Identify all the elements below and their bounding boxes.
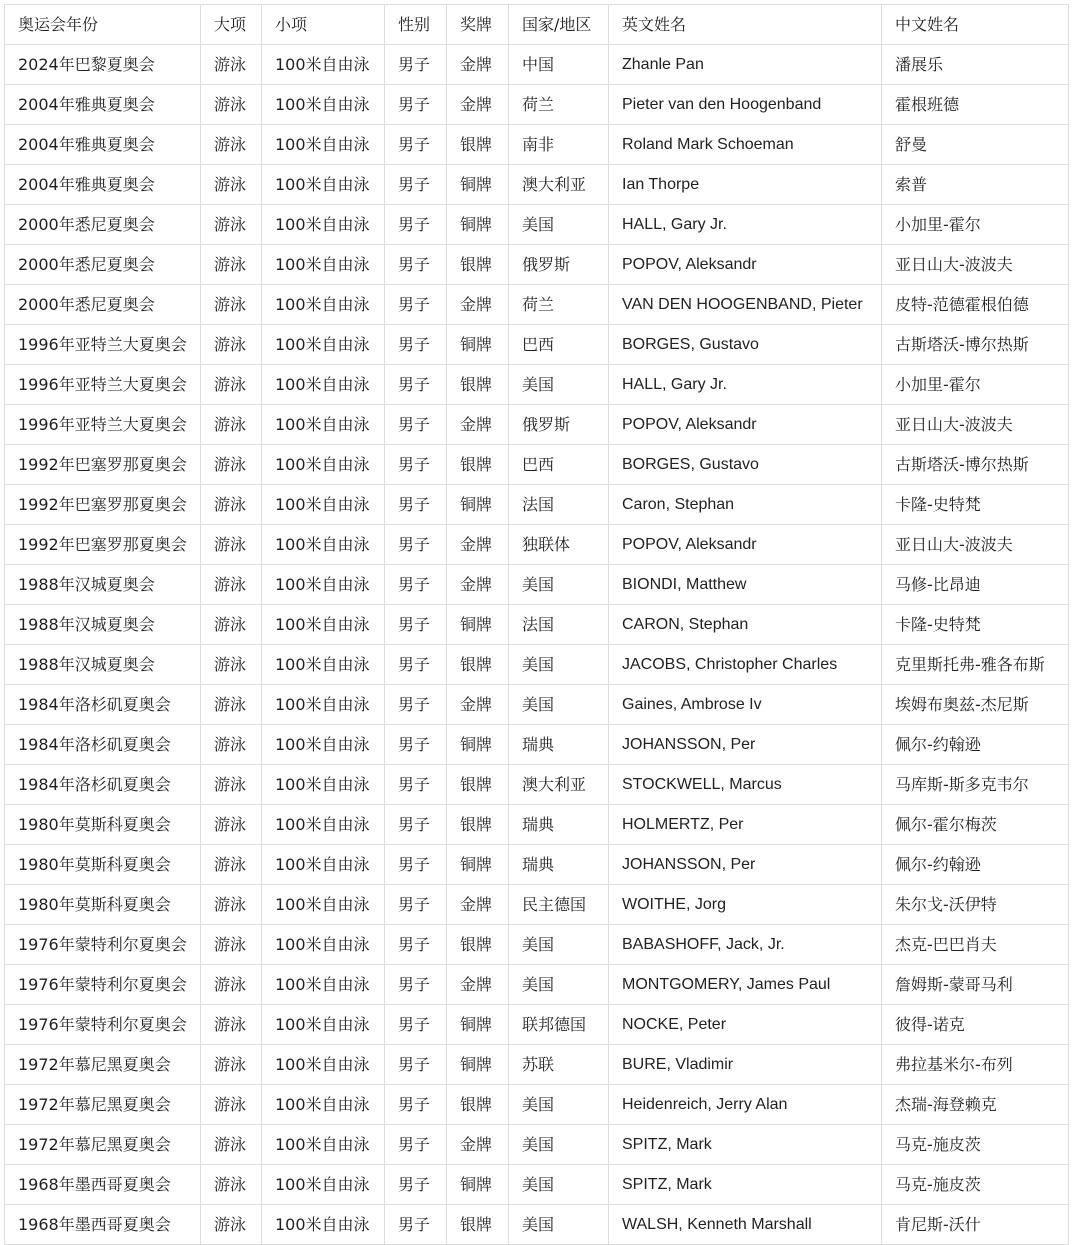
cell-english-name: HALL, Gary Jr. <box>609 365 882 405</box>
cell-year: 1996年亚特兰大夏奥会 <box>5 365 201 405</box>
cell-country: 瑞典 <box>509 805 609 845</box>
cell-chinese-name: 佩尔-霍尔梅茨 <box>882 805 1069 845</box>
cell-medal: 金牌 <box>447 965 509 1005</box>
cell-country: 美国 <box>509 645 609 685</box>
cell-year: 1976年蒙特利尔夏奥会 <box>5 925 201 965</box>
cell-sport: 游泳 <box>201 245 262 285</box>
col-medal-header: 奖牌 <box>447 5 509 45</box>
cell-sport: 游泳 <box>201 1125 262 1165</box>
cell-chinese-name: 小加里-霍尔 <box>882 205 1069 245</box>
cell-year: 1984年洛杉矶夏奥会 <box>5 685 201 725</box>
cell-chinese-name: 古斯塔沃-博尔热斯 <box>882 325 1069 365</box>
cell-year: 2000年悉尼夏奥会 <box>5 205 201 245</box>
col-event-header: 小项 <box>262 5 385 45</box>
cell-chinese-name: 佩尔-约翰逊 <box>882 845 1069 885</box>
cell-country: 民主德国 <box>509 885 609 925</box>
table-row <box>5 1125 1069 1165</box>
cell-english-name: BORGES, Gustavo <box>609 325 882 365</box>
cell-medal: 铜牌 <box>447 325 509 365</box>
cell-gender: 男子 <box>385 1045 447 1085</box>
cell-medal: 银牌 <box>447 765 509 805</box>
cell-year: 1984年洛杉矶夏奥会 <box>5 765 201 805</box>
cell-country: 澳大利亚 <box>509 165 609 205</box>
cell-year: 1996年亚特兰大夏奥会 <box>5 325 201 365</box>
table-row <box>5 405 1069 445</box>
cell-event: 100米自由泳 <box>262 965 385 1005</box>
cell-country: 美国 <box>509 1205 609 1245</box>
cell-sport: 游泳 <box>201 645 262 685</box>
cell-event: 100米自由泳 <box>262 605 385 645</box>
table-row <box>5 485 1069 525</box>
cell-event: 100米自由泳 <box>262 1085 385 1125</box>
cell-year: 1992年巴塞罗那夏奥会 <box>5 525 201 565</box>
cell-chinese-name: 古斯塔沃-博尔热斯 <box>882 445 1069 485</box>
cell-year: 2004年雅典夏奥会 <box>5 165 201 205</box>
cell-medal: 金牌 <box>447 285 509 325</box>
header-row <box>5 5 1069 45</box>
cell-year: 2024年巴黎夏奥会 <box>5 45 201 85</box>
cell-gender: 男子 <box>385 645 447 685</box>
cell-country: 美国 <box>509 1125 609 1165</box>
cell-year: 2004年雅典夏奥会 <box>5 125 201 165</box>
cell-english-name: POPOV, Aleksandr <box>609 245 882 285</box>
cell-sport: 游泳 <box>201 725 262 765</box>
cell-english-name: JACOBS, Christopher Charles <box>609 645 882 685</box>
cell-gender: 男子 <box>385 405 447 445</box>
cell-sport: 游泳 <box>201 925 262 965</box>
cell-sport: 游泳 <box>201 845 262 885</box>
cell-gender: 男子 <box>385 445 447 485</box>
table-row <box>5 925 1069 965</box>
cell-sport: 游泳 <box>201 445 262 485</box>
col-chinese-name-header: 中文姓名 <box>882 5 1069 45</box>
cell-chinese-name: 皮特-范德霍根伯德 <box>882 285 1069 325</box>
cell-event: 100米自由泳 <box>262 805 385 845</box>
cell-english-name: BABASHOFF, Jack, Jr. <box>609 925 882 965</box>
cell-sport: 游泳 <box>201 525 262 565</box>
cell-chinese-name: 卡隆-史特梵 <box>882 605 1069 645</box>
table-row <box>5 45 1069 85</box>
cell-chinese-name: 马克-施皮茨 <box>882 1125 1069 1165</box>
cell-year: 2000年悉尼夏奥会 <box>5 285 201 325</box>
cell-event: 100米自由泳 <box>262 485 385 525</box>
cell-english-name: SPITZ, Mark <box>609 1125 882 1165</box>
cell-english-name: STOCKWELL, Marcus <box>609 765 882 805</box>
cell-gender: 男子 <box>385 245 447 285</box>
cell-gender: 男子 <box>385 765 447 805</box>
cell-medal: 金牌 <box>447 565 509 605</box>
cell-event: 100米自由泳 <box>262 925 385 965</box>
cell-chinese-name: 埃姆布奥兹-杰尼斯 <box>882 685 1069 725</box>
cell-medal: 金牌 <box>447 1125 509 1165</box>
cell-year: 1972年慕尼黑夏奥会 <box>5 1085 201 1125</box>
cell-event: 100米自由泳 <box>262 125 385 165</box>
cell-country: 独联体 <box>509 525 609 565</box>
cell-sport: 游泳 <box>201 405 262 445</box>
cell-sport: 游泳 <box>201 1165 262 1205</box>
cell-gender: 男子 <box>385 485 447 525</box>
cell-chinese-name: 亚日山大-波波夫 <box>882 525 1069 565</box>
cell-event: 100米自由泳 <box>262 1005 385 1045</box>
table-row <box>5 85 1069 125</box>
cell-country: 美国 <box>509 565 609 605</box>
cell-gender: 男子 <box>385 925 447 965</box>
cell-country: 巴西 <box>509 445 609 485</box>
cell-event: 100米自由泳 <box>262 1165 385 1205</box>
cell-gender: 男子 <box>385 165 447 205</box>
table-row <box>5 845 1069 885</box>
cell-event: 100米自由泳 <box>262 245 385 285</box>
cell-country: 美国 <box>509 965 609 1005</box>
col-sport-header: 大项 <box>201 5 262 45</box>
cell-english-name: JOHANSSON, Per <box>609 845 882 885</box>
cell-event: 100米自由泳 <box>262 645 385 685</box>
cell-chinese-name: 佩尔-约翰逊 <box>882 725 1069 765</box>
cell-country: 法国 <box>509 485 609 525</box>
cell-country: 法国 <box>509 605 609 645</box>
cell-event: 100米自由泳 <box>262 285 385 325</box>
cell-gender: 男子 <box>385 845 447 885</box>
cell-country: 瑞典 <box>509 845 609 885</box>
cell-english-name: JOHANSSON, Per <box>609 725 882 765</box>
cell-event: 100米自由泳 <box>262 565 385 605</box>
table-row <box>5 1005 1069 1045</box>
cell-sport: 游泳 <box>201 1085 262 1125</box>
cell-sport: 游泳 <box>201 565 262 605</box>
cell-gender: 男子 <box>385 525 447 565</box>
cell-sport: 游泳 <box>201 1045 262 1085</box>
cell-medal: 铜牌 <box>447 845 509 885</box>
cell-english-name: Zhanle Pan <box>609 45 882 85</box>
cell-medal: 银牌 <box>447 245 509 285</box>
table-row <box>5 1085 1069 1125</box>
cell-medal: 金牌 <box>447 685 509 725</box>
cell-medal: 银牌 <box>447 1205 509 1245</box>
cell-chinese-name: 亚日山大-波波夫 <box>882 405 1069 445</box>
medal-table-container <box>4 4 1068 1245</box>
cell-sport: 游泳 <box>201 765 262 805</box>
cell-event: 100米自由泳 <box>262 845 385 885</box>
cell-sport: 游泳 <box>201 365 262 405</box>
cell-gender: 男子 <box>385 1205 447 1245</box>
cell-english-name: HOLMERTZ, Per <box>609 805 882 845</box>
cell-gender: 男子 <box>385 45 447 85</box>
cell-gender: 男子 <box>385 325 447 365</box>
table-row <box>5 965 1069 1005</box>
cell-country: 美国 <box>509 1165 609 1205</box>
cell-medal: 银牌 <box>447 1085 509 1125</box>
cell-gender: 男子 <box>385 1005 447 1045</box>
cell-gender: 男子 <box>385 85 447 125</box>
cell-medal: 金牌 <box>447 885 509 925</box>
cell-medal: 金牌 <box>447 45 509 85</box>
cell-event: 100米自由泳 <box>262 405 385 445</box>
cell-gender: 男子 <box>385 1125 447 1165</box>
cell-english-name: NOCKE, Peter <box>609 1005 882 1045</box>
cell-gender: 男子 <box>385 125 447 165</box>
cell-sport: 游泳 <box>201 165 262 205</box>
cell-country: 苏联 <box>509 1045 609 1085</box>
cell-event: 100米自由泳 <box>262 165 385 205</box>
cell-chinese-name: 杰瑞-海登赖克 <box>882 1085 1069 1125</box>
cell-english-name: Pieter van den Hoogenband <box>609 85 882 125</box>
cell-event: 100米自由泳 <box>262 525 385 565</box>
cell-country: 俄罗斯 <box>509 245 609 285</box>
col-year-header: 奥运会年份 <box>5 5 201 45</box>
cell-event: 100米自由泳 <box>262 1045 385 1085</box>
cell-year: 1992年巴塞罗那夏奥会 <box>5 445 201 485</box>
cell-medal: 金牌 <box>447 85 509 125</box>
cell-sport: 游泳 <box>201 1205 262 1245</box>
cell-event: 100米自由泳 <box>262 1125 385 1165</box>
cell-gender: 男子 <box>385 205 447 245</box>
cell-gender: 男子 <box>385 885 447 925</box>
cell-english-name: CARON, Stephan <box>609 605 882 645</box>
cell-english-name: WALSH, Kenneth Marshall <box>609 1205 882 1245</box>
cell-english-name: Ian Thorpe <box>609 165 882 205</box>
cell-english-name: Gaines, Ambrose Iv <box>609 685 882 725</box>
cell-country: 美国 <box>509 685 609 725</box>
table-row <box>5 645 1069 685</box>
cell-sport: 游泳 <box>201 325 262 365</box>
cell-sport: 游泳 <box>201 285 262 325</box>
cell-english-name: WOITHE, Jorg <box>609 885 882 925</box>
cell-gender: 男子 <box>385 685 447 725</box>
cell-gender: 男子 <box>385 285 447 325</box>
cell-event: 100米自由泳 <box>262 885 385 925</box>
table-body <box>5 45 1069 1245</box>
cell-country: 美国 <box>509 1085 609 1125</box>
cell-year: 1976年蒙特利尔夏奥会 <box>5 1005 201 1045</box>
cell-year: 2004年雅典夏奥会 <box>5 85 201 125</box>
cell-event: 100米自由泳 <box>262 445 385 485</box>
cell-event: 100米自由泳 <box>262 85 385 125</box>
table-row <box>5 245 1069 285</box>
cell-medal: 铜牌 <box>447 605 509 645</box>
cell-gender: 男子 <box>385 565 447 605</box>
cell-country: 美国 <box>509 365 609 405</box>
cell-year: 1968年墨西哥夏奥会 <box>5 1165 201 1205</box>
cell-country: 澳大利亚 <box>509 765 609 805</box>
cell-event: 100米自由泳 <box>262 45 385 85</box>
cell-english-name: POPOV, Aleksandr <box>609 525 882 565</box>
cell-event: 100米自由泳 <box>262 1205 385 1245</box>
cell-sport: 游泳 <box>201 885 262 925</box>
cell-chinese-name: 马库斯-斯多克韦尔 <box>882 765 1069 805</box>
table-row <box>5 325 1069 365</box>
cell-chinese-name: 肯尼斯-沃什 <box>882 1205 1069 1245</box>
cell-sport: 游泳 <box>201 685 262 725</box>
cell-medal: 银牌 <box>447 365 509 405</box>
cell-event: 100米自由泳 <box>262 765 385 805</box>
cell-sport: 游泳 <box>201 605 262 645</box>
table-row <box>5 725 1069 765</box>
cell-english-name: SPITZ, Mark <box>609 1165 882 1205</box>
cell-event: 100米自由泳 <box>262 685 385 725</box>
cell-medal: 铜牌 <box>447 1005 509 1045</box>
cell-year: 1992年巴塞罗那夏奥会 <box>5 485 201 525</box>
cell-chinese-name: 潘展乐 <box>882 45 1069 85</box>
cell-medal: 银牌 <box>447 445 509 485</box>
cell-chinese-name: 马克-施皮茨 <box>882 1165 1069 1205</box>
cell-sport: 游泳 <box>201 805 262 845</box>
cell-country: 瑞典 <box>509 725 609 765</box>
cell-year: 1984年洛杉矶夏奥会 <box>5 725 201 765</box>
cell-sport: 游泳 <box>201 45 262 85</box>
cell-sport: 游泳 <box>201 1005 262 1045</box>
table-row <box>5 565 1069 605</box>
cell-year: 1996年亚特兰大夏奥会 <box>5 405 201 445</box>
cell-event: 100米自由泳 <box>262 205 385 245</box>
cell-year: 1980年莫斯科夏奥会 <box>5 885 201 925</box>
cell-sport: 游泳 <box>201 965 262 1005</box>
cell-country: 荷兰 <box>509 285 609 325</box>
cell-gender: 男子 <box>385 725 447 765</box>
table-row <box>5 605 1069 645</box>
cell-medal: 金牌 <box>447 525 509 565</box>
table-row <box>5 805 1069 845</box>
cell-sport: 游泳 <box>201 205 262 245</box>
cell-country: 巴西 <box>509 325 609 365</box>
cell-english-name: HALL, Gary Jr. <box>609 205 882 245</box>
cell-event: 100米自由泳 <box>262 725 385 765</box>
cell-sport: 游泳 <box>201 85 262 125</box>
cell-event: 100米自由泳 <box>262 365 385 405</box>
cell-country: 中国 <box>509 45 609 85</box>
cell-year: 1980年莫斯科夏奥会 <box>5 805 201 845</box>
cell-english-name: POPOV, Aleksandr <box>609 405 882 445</box>
table-row <box>5 165 1069 205</box>
table-row <box>5 1045 1069 1085</box>
cell-year: 2000年悉尼夏奥会 <box>5 245 201 285</box>
table-row <box>5 525 1069 565</box>
table-row <box>5 685 1069 725</box>
cell-english-name: BORGES, Gustavo <box>609 445 882 485</box>
table-header <box>5 5 1069 45</box>
cell-gender: 男子 <box>385 805 447 845</box>
cell-medal: 银牌 <box>447 925 509 965</box>
cell-year: 1976年蒙特利尔夏奥会 <box>5 965 201 1005</box>
col-english-name-header: 英文姓名 <box>609 5 882 45</box>
table-row <box>5 365 1069 405</box>
cell-gender: 男子 <box>385 605 447 645</box>
cell-english-name: Roland Mark Schoeman <box>609 125 882 165</box>
cell-year: 1972年慕尼黑夏奥会 <box>5 1045 201 1085</box>
cell-chinese-name: 霍根班德 <box>882 85 1069 125</box>
cell-chinese-name: 亚日山大-波波夫 <box>882 245 1069 285</box>
cell-country: 联邦德国 <box>509 1005 609 1045</box>
cell-medal: 铜牌 <box>447 725 509 765</box>
cell-gender: 男子 <box>385 965 447 1005</box>
cell-chinese-name: 小加里-霍尔 <box>882 365 1069 405</box>
table-row <box>5 205 1069 245</box>
cell-chinese-name: 马修-比昂迪 <box>882 565 1069 605</box>
cell-medal: 铜牌 <box>447 165 509 205</box>
cell-chinese-name: 杰克-巴巴肖夫 <box>882 925 1069 965</box>
cell-medal: 银牌 <box>447 805 509 845</box>
cell-english-name: Heidenreich, Jerry Alan <box>609 1085 882 1125</box>
cell-chinese-name: 弗拉基米尔-布列 <box>882 1045 1069 1085</box>
table-row <box>5 125 1069 165</box>
cell-english-name: BURE, Vladimir <box>609 1045 882 1085</box>
cell-english-name: VAN DEN HOOGENBAND, Pieter <box>609 285 882 325</box>
col-gender-header: 性别 <box>385 5 447 45</box>
cell-medal: 铜牌 <box>447 1165 509 1205</box>
cell-country: 俄罗斯 <box>509 405 609 445</box>
cell-medal: 铜牌 <box>447 1045 509 1085</box>
cell-medal: 铜牌 <box>447 485 509 525</box>
cell-year: 1972年慕尼黑夏奥会 <box>5 1125 201 1165</box>
table-row <box>5 885 1069 925</box>
cell-chinese-name: 克里斯托弗-雅各布斯 <box>882 645 1069 685</box>
cell-chinese-name: 索普 <box>882 165 1069 205</box>
cell-gender: 男子 <box>385 1165 447 1205</box>
cell-country: 美国 <box>509 925 609 965</box>
cell-gender: 男子 <box>385 365 447 405</box>
table-row <box>5 1165 1069 1205</box>
cell-gender: 男子 <box>385 1085 447 1125</box>
cell-english-name: MONTGOMERY, James Paul <box>609 965 882 1005</box>
table-row <box>5 1205 1069 1245</box>
cell-year: 1968年墨西哥夏奥会 <box>5 1205 201 1245</box>
table-row <box>5 765 1069 805</box>
table-row <box>5 445 1069 485</box>
cell-medal: 铜牌 <box>447 205 509 245</box>
table-row <box>5 285 1069 325</box>
cell-event: 100米自由泳 <box>262 325 385 365</box>
cell-country: 南非 <box>509 125 609 165</box>
cell-chinese-name: 彼得-诺克 <box>882 1005 1069 1045</box>
medal-table <box>4 4 1069 1245</box>
cell-country: 美国 <box>509 205 609 245</box>
cell-country: 荷兰 <box>509 85 609 125</box>
cell-medal: 银牌 <box>447 125 509 165</box>
col-country-header: 国家/地区 <box>509 5 609 45</box>
cell-year: 1988年汉城夏奥会 <box>5 605 201 645</box>
cell-medal: 银牌 <box>447 645 509 685</box>
cell-chinese-name: 舒曼 <box>882 125 1069 165</box>
cell-chinese-name: 朱尔戈-沃伊特 <box>882 885 1069 925</box>
cell-year: 1980年莫斯科夏奥会 <box>5 845 201 885</box>
cell-year: 1988年汉城夏奥会 <box>5 645 201 685</box>
cell-sport: 游泳 <box>201 485 262 525</box>
cell-chinese-name: 卡隆-史特梵 <box>882 485 1069 525</box>
cell-chinese-name: 詹姆斯-蒙哥马利 <box>882 965 1069 1005</box>
cell-english-name: BIONDI, Matthew <box>609 565 882 605</box>
cell-sport: 游泳 <box>201 125 262 165</box>
cell-english-name: Caron, Stephan <box>609 485 882 525</box>
cell-medal: 金牌 <box>447 405 509 445</box>
cell-year: 1988年汉城夏奥会 <box>5 565 201 605</box>
